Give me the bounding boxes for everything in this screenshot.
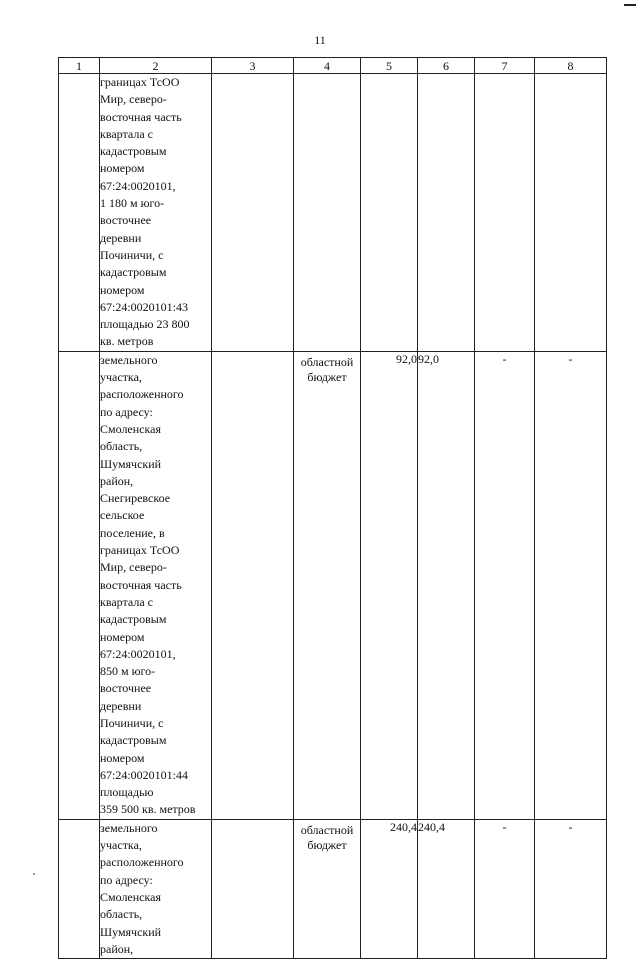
column-header-8: 8 — [535, 58, 607, 74]
column-header-2: 2 — [100, 58, 212, 74]
amount-cell-col5 — [361, 74, 418, 352]
column-header-4: 4 — [294, 58, 361, 74]
source-cell: областной бюджет — [294, 351, 361, 819]
corner-mark — [624, 4, 636, 6]
table-row — [59, 351, 607, 819]
column-header-6: 6 — [418, 58, 475, 74]
header-row — [59, 58, 607, 74]
column-header-1: 1 — [59, 58, 100, 74]
amount-cell-col8: - — [535, 351, 607, 819]
amount-cell-col5: 240,4 — [361, 819, 418, 958]
column-header-5: 5 — [361, 58, 418, 74]
page-number: 11 — [314, 33, 326, 47]
scan-speck — [33, 873, 35, 875]
cell-col3 — [212, 819, 294, 958]
amount-cell-col6: 92,0 — [418, 351, 475, 819]
budget-table — [58, 57, 607, 959]
cell-col3 — [212, 351, 294, 819]
amount-cell-col8 — [535, 74, 607, 352]
amount-cell-col7 — [475, 74, 535, 352]
description-cell: границах ТсОО Мир, северо- восточная часть квартала с кадастровым номером 67:24:0020101, 1 180 м юго- восточнее деревни Починичи, с кадастровым номером 67:24:0020101:43 площадью 23 800 кв. метров — [100, 74, 212, 352]
column-header-3: 3 — [212, 58, 294, 74]
row-number-cell — [59, 351, 100, 819]
amount-cell-col5: 92,0 — [361, 351, 418, 819]
table-row — [59, 819, 607, 958]
column-header-7: 7 — [475, 58, 535, 74]
row-number-cell — [59, 74, 100, 352]
row-number-cell — [59, 819, 100, 958]
amount-cell-col7: - — [475, 819, 535, 958]
source-cell: областной бюджет — [294, 819, 361, 958]
amount-cell-col7: - — [475, 351, 535, 819]
description-cell: земельного участка, расположенного по адресу: Смоленская область, Шумячский район, — [100, 819, 212, 958]
table-row — [59, 74, 607, 352]
amount-cell-col8: - — [535, 819, 607, 958]
source-cell — [294, 74, 361, 352]
description-cell: земельного участка, расположенного по адресу: Смоленская область, Шумячский район, Снегиревское сельское поселение, в границах ТсОО Мир, северо- восточная часть квартала с кадастровым номером 67:24:0020101, 850 м юго- восточнее деревни Починичи, с кадастровым номером 67:24:0020101:44 площадью 359 500 кв. метров — [100, 351, 212, 819]
amount-cell-col6 — [418, 74, 475, 352]
amount-cell-col6: 240,4 — [418, 819, 475, 958]
cell-col3 — [212, 74, 294, 352]
